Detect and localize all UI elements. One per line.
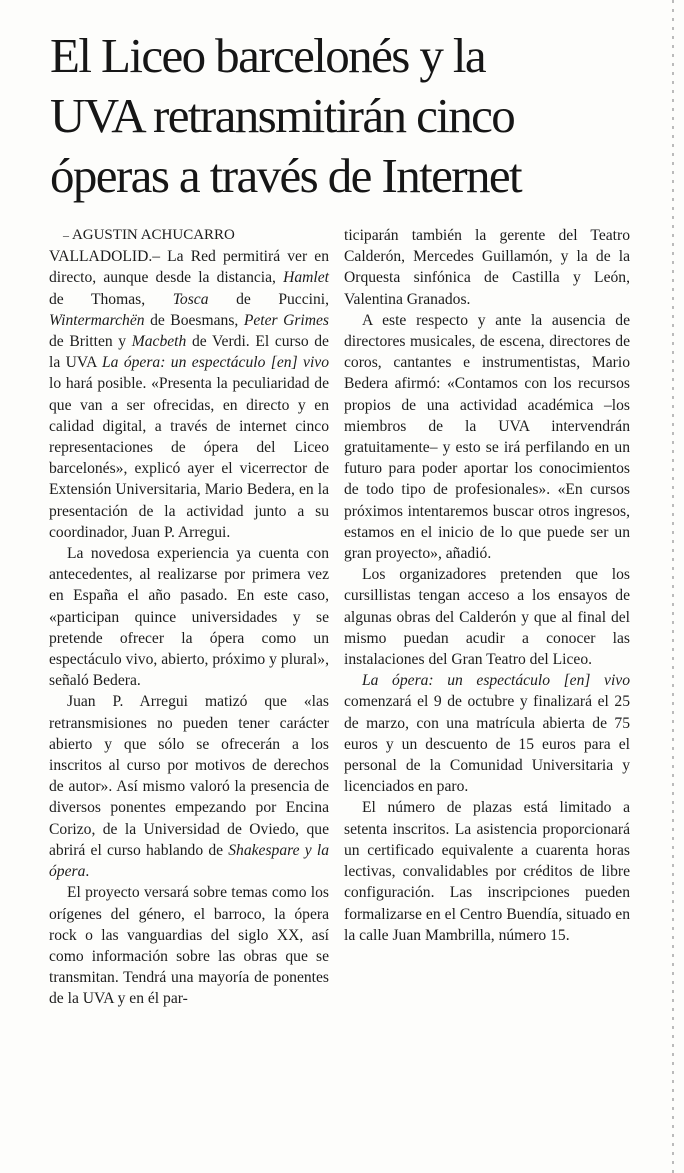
byline-dash: – bbox=[63, 228, 69, 242]
paragraph-text: de Thomas, bbox=[49, 290, 173, 308]
byline-author: AGUSTIN ACHUCARRO bbox=[71, 227, 235, 243]
byline bbox=[49, 225, 329, 246]
paragraph-text: de Boesmans, bbox=[144, 311, 244, 329]
headline-line-2: UVA retransmitirán cinco bbox=[50, 88, 515, 143]
opera-title-macbeth: Macbeth bbox=[131, 333, 187, 351]
paragraph-2: La novedosa experiencia ya cuenta con antecedentes, al realizarse por primera vez en España el año pasado. En este caso, «participan quince universidades y se pretende ofrecer la ópera como un espectáculo vivo, abierto, próximo y plural», señaló Bedera. bbox=[49, 545, 329, 690]
paragraph-7: Los organizadores pretenden que los cursillistas tengan acceso a los ensayos de algunas obras del Calderón y que al final del mismo puedan acudir a conocer las instalaciones del Gran Teatro del Liceo. bbox=[344, 566, 630, 669]
paragraph-text: de Verdi. El curso de la UVA bbox=[49, 333, 329, 372]
opera-title-tosca: Tosca bbox=[172, 290, 209, 308]
headline-line-3: óperas a través de Internet bbox=[50, 148, 522, 203]
paragraph-1 bbox=[49, 246, 329, 543]
opera-title-hamlet: Hamlet bbox=[283, 269, 329, 287]
article-column-right bbox=[344, 225, 630, 946]
paragraph-text: Juan P. Arregui matizó que «las retransmisiones no pueden tener carácter abierto y que sólo se ofrecerán a los inscritos al curso por motivos de derechos de autor». Así mismo valoró la presencia de diversos ponentes empezando por Encina Corizo, de la Universidad de Oviedo, que abrirá el curso hablando de bbox=[49, 693, 329, 859]
paragraph-3 bbox=[49, 691, 329, 882]
paragraph-text: de Britten y bbox=[49, 333, 132, 351]
paragraph-text: comenzará el 9 de octubre y finalizará el 25 de marzo, con una matrícula abierta de 75 euros y un descuento de 15 euros para el personal de la Comunidad Universitaria y licenciados en paro. bbox=[344, 693, 630, 796]
paragraph-5: ticiparán también la gerente del Teatro Calderón, Mercedes Guillamón, y la de la Orquesta sinfónica de Castilla y León, Valentina Granados. bbox=[344, 227, 630, 308]
paragraph-text: . bbox=[85, 863, 90, 881]
paragraph-4: El proyecto versará sobre temas como los orígenes del género, el barroco, la ópera rock o las vanguardias del siglo XX, así como información sobre las obras que se transmitan. Tendrá una mayoría de ponentes de la UVA y en él par- bbox=[49, 884, 329, 1008]
opera-title-wintermarchen: Wintermarchën bbox=[49, 311, 145, 329]
paragraph-8 bbox=[344, 670, 630, 797]
paragraph-text: lo hará posible. «Presenta la peculiaridad de que van a ser ofrecidas, en directo y en calidad digital, a través de internet cinco representaciones de ópera del Liceo barcelonés», explicó ayer el vicerrector de Extensión Universitaria, Mario Bedera, en la presentación de la actividad junto a su coordinador, Juan P. Arregui. bbox=[49, 375, 329, 541]
dateline: VALLADOLID.– bbox=[49, 248, 161, 266]
headline bbox=[50, 26, 650, 206]
opera-title-peter-grimes: Peter Grimes bbox=[243, 311, 329, 329]
paragraph-text: La Red permitirá ver en directo, aunque desde la distancia, bbox=[49, 248, 329, 287]
article-column-left bbox=[49, 225, 329, 1010]
course-title: La ópera: un espectáculo [en] vivo bbox=[101, 354, 330, 372]
paragraph-text: de Puccini, bbox=[208, 290, 330, 308]
course-title: La ópera: un espectáculo [en] vivo bbox=[362, 672, 630, 690]
lecture-title: Shakespare y la ópera bbox=[49, 841, 329, 881]
paragraph-9: El número de plazas está limitado a setenta inscritos. La asistencia proporcionará un certificado equivalente a cuarenta horas lectivas, convalidables por créditos de libre configuración. Las inscripciones pueden formalizarse en el Centro Buendía, situado en la calle Juan Mambrilla, número 15. bbox=[344, 799, 630, 944]
scan-edge bbox=[672, 0, 674, 1173]
paragraph-6: A este respecto y ante la ausencia de directores musicales, de escena, directores de coros, cantantes e instrumentistas, Mario Bedera afirmó: «Contamos con los recursos propios de una actividad académica –los miembros de la UVA intervendrán gratuitamente– y esto se irá perfilando en un futuro para poder aportar los conocimientos de todo tipo de profesionales». «En cursos próximos intentaremos buscar otros ingresos, estamos en el inicio de lo que puede ser un gran proyecto», añadió. bbox=[344, 311, 630, 563]
headline-line-1: El Liceo barcelonés y la bbox=[50, 28, 486, 83]
